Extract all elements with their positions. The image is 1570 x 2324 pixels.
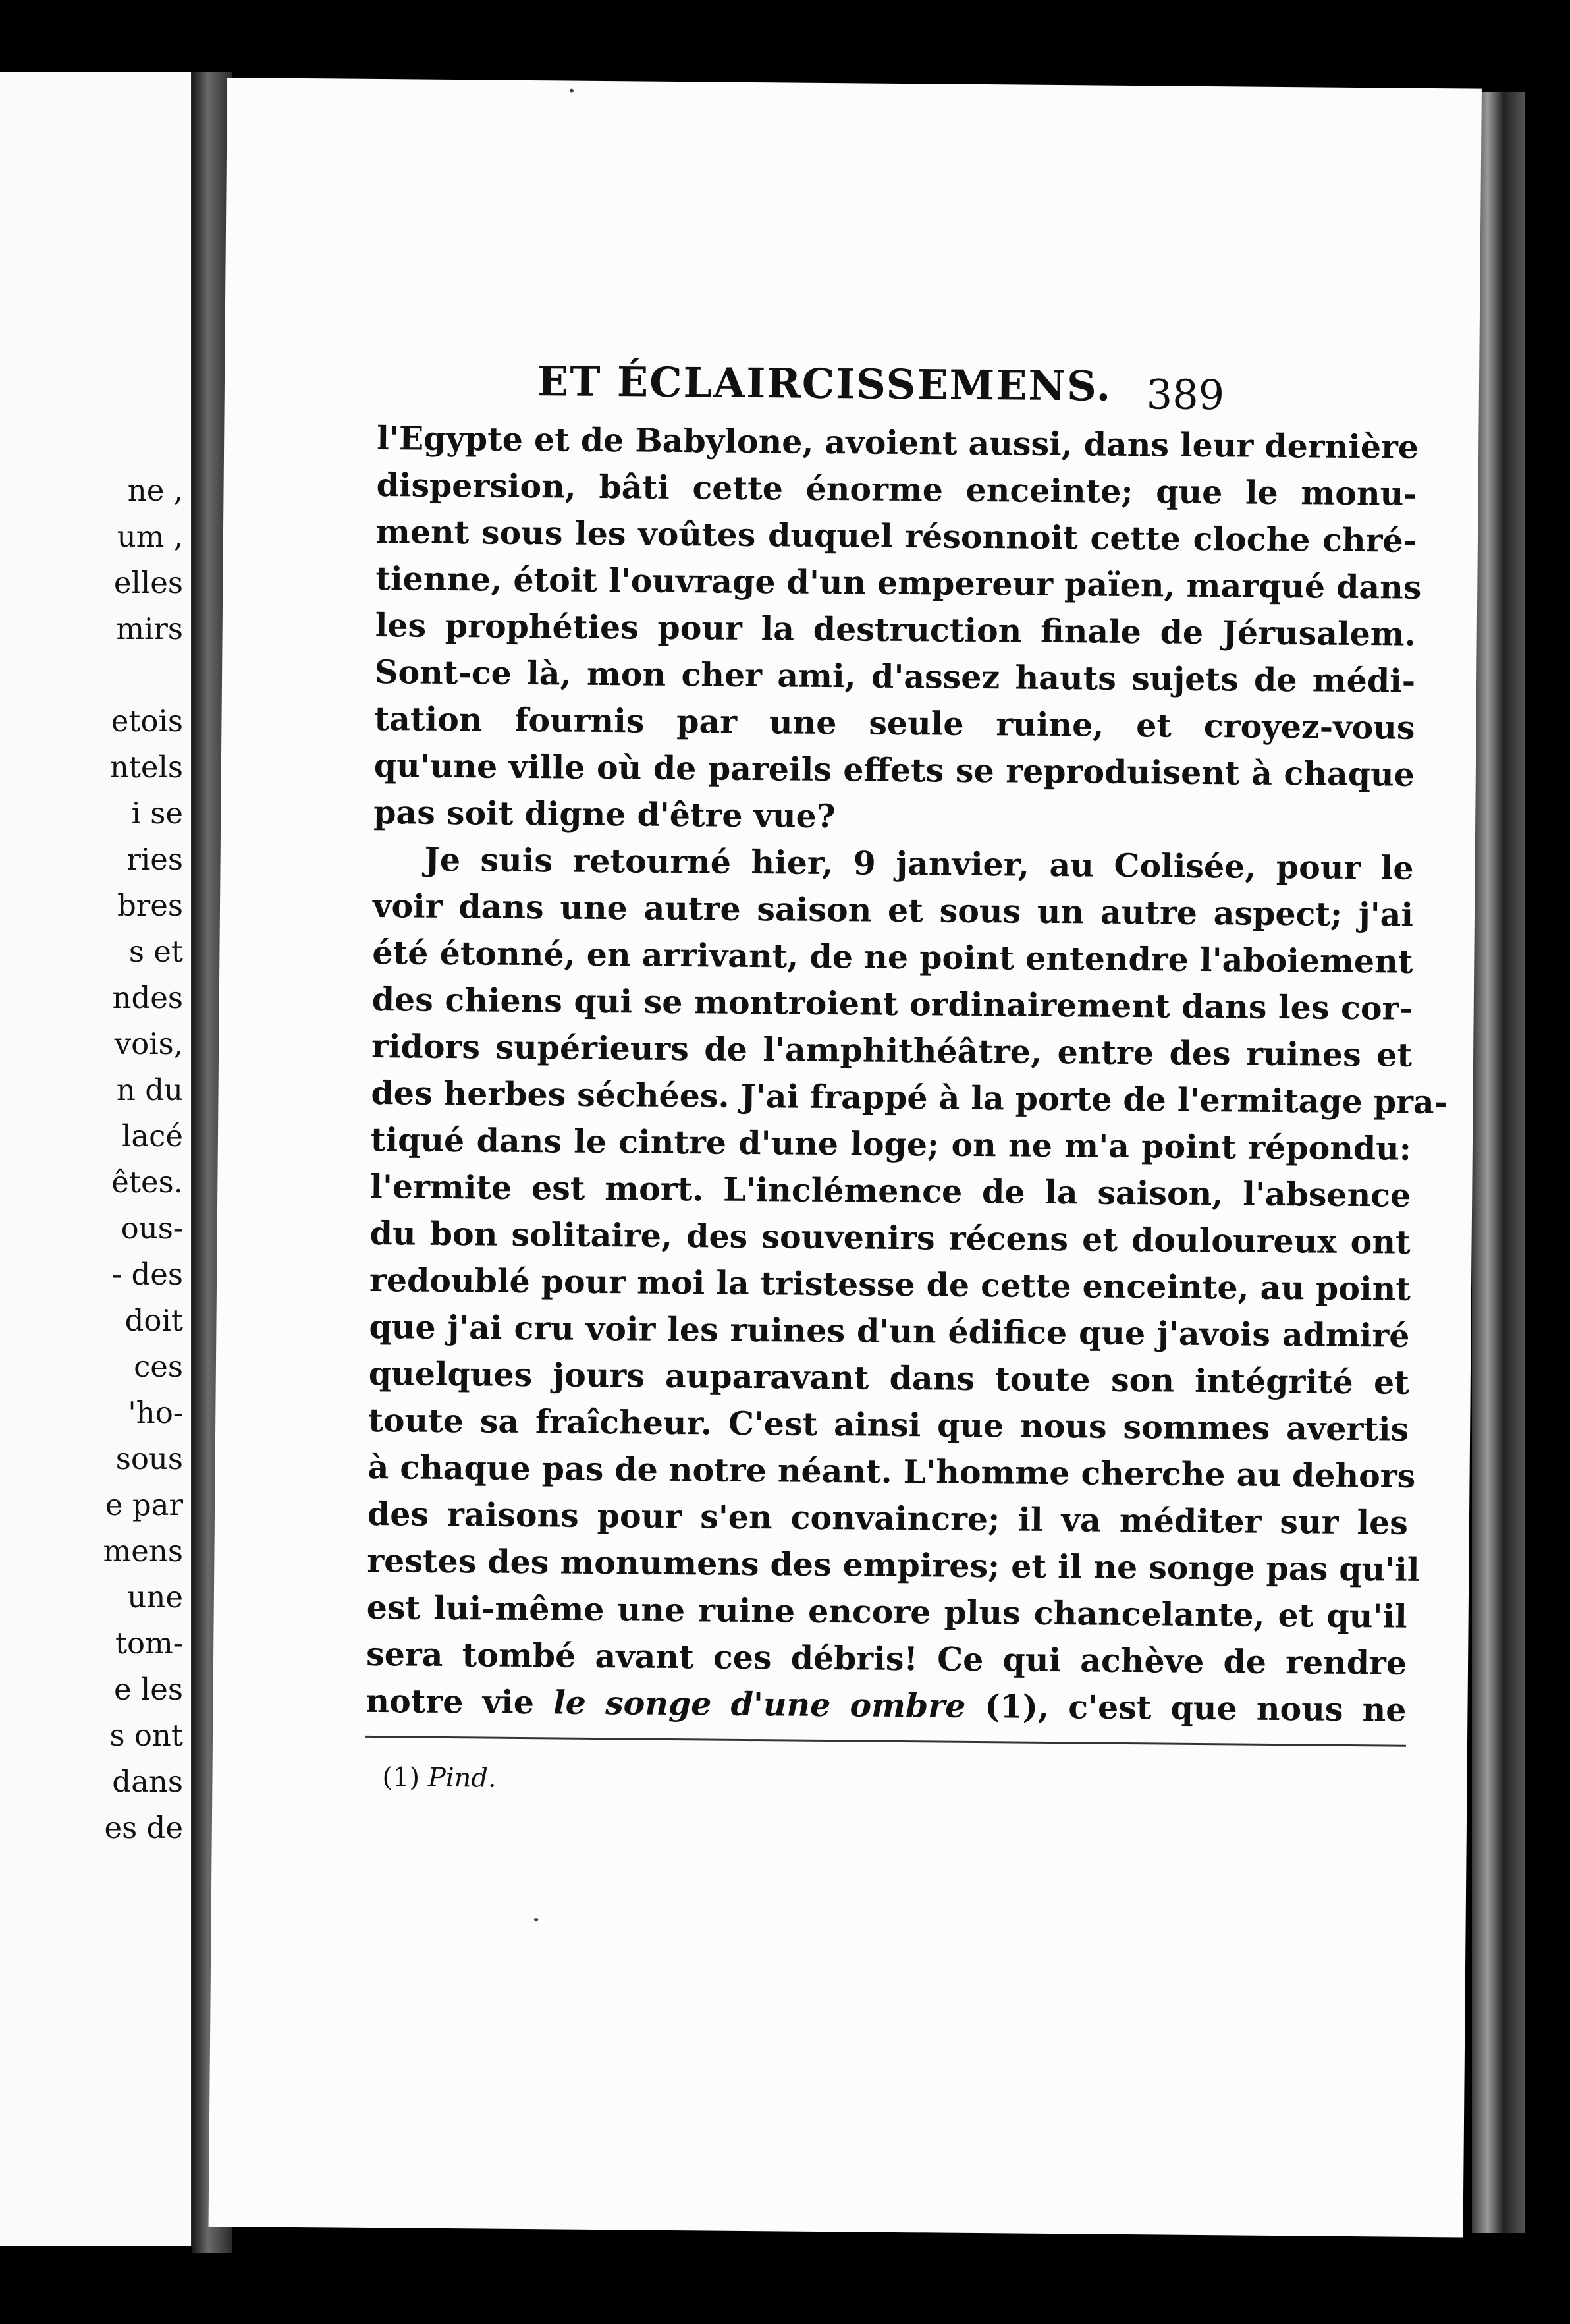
previous-page-fragment: une <box>127 1580 183 1615</box>
previous-page-fragment: ous- <box>121 1211 183 1246</box>
previous-page-fragment: tom- <box>115 1626 183 1661</box>
scan-speck <box>534 1918 539 1921</box>
page-edge-stack <box>1472 92 1525 2233</box>
text-line: restes des monumens des empires; et il ne songe pas qu'il <box>367 1541 1420 1589</box>
text-line: été étonné, en arrivant, de ne point entendre l'aboiement <box>372 933 1413 981</box>
previous-page-fragment: e les <box>113 1672 183 1707</box>
text-line: l'Egypte et de Babylone, avoient aussi, dans leur dernière <box>376 419 1419 466</box>
page-header <box>225 354 1480 425</box>
text-line: des herbes séchées. J'ai frappé à la porte de l'ermitage pra- <box>371 1073 1448 1122</box>
text-line: ment sous les voûtes duquel résonnoit cette cloche chré- <box>375 512 1417 560</box>
previous-page-fragment: lacé <box>121 1119 183 1153</box>
text-line: Je suis retourné hier, 9 janvier, au Colisée, pour le <box>424 840 1414 887</box>
previous-page-fragment: etois <box>111 704 183 738</box>
previous-page-fragment: ntels <box>109 750 183 785</box>
text-line: des raisons pour s'en convaincre; il va méditer sur les <box>367 1494 1409 1542</box>
text-line: des chiens qui se montroient ordinairement dans les cor- <box>371 980 1413 1028</box>
previous-page-fragment: bres <box>117 888 183 923</box>
text-line: tienne, étoit l'ouvrage d'un empereur païen, marqué dans <box>375 559 1422 607</box>
page-number: 389 <box>1146 370 1225 420</box>
scan-speck <box>570 89 574 93</box>
text-line: quelques jours auparavant dans toute son intégrité et <box>368 1354 1410 1402</box>
previous-page-fragment: êtes. <box>111 1165 183 1200</box>
previous-page-fragment: ces <box>134 1349 183 1384</box>
previous-page-fragment: mens <box>103 1534 183 1568</box>
text-segment: notre vie <box>365 1681 554 1722</box>
previous-page-fragment: um , <box>117 519 183 554</box>
previous-page-fragment: i se <box>131 796 183 831</box>
running-title: ET ÉCLAIRCISSEMENS. <box>537 357 1112 410</box>
previous-page-fragment <box>103 652 183 698</box>
previous-page-fragment: elles <box>113 565 183 600</box>
text-line: redoublé pour moi la tristesse de cette enceinte, au point <box>369 1260 1411 1308</box>
previous-page-fragment: es de <box>104 1810 183 1845</box>
previous-page-fragment: mirs <box>116 611 183 646</box>
text-line <box>365 1678 1407 1734</box>
text-segment: (1), c'est que nous ne <box>965 1686 1407 1729</box>
text-line: du bon solitaire, des souvenirs récens et douloureux ont <box>369 1213 1411 1261</box>
text-line: que j'ai cru voir les ruines d'un édifice que j'avois admiré <box>369 1307 1410 1355</box>
text-line: Sont-ce là, mon cher ami, d'assez hauts sujets de médi- <box>374 652 1416 700</box>
text-line: est lui-même une ruine encore plus chancelante, et qu'il <box>366 1588 1407 1636</box>
italic-phrase: le songe d'une ombre <box>553 1683 966 1725</box>
previous-page-fragment: s ont <box>109 1718 183 1753</box>
previous-page-fragment: ndes <box>112 980 183 1015</box>
previous-page-fragment: 'ho- <box>128 1395 183 1430</box>
previous-page-fragment: doit <box>124 1303 183 1338</box>
previous-page-fragment: vois, <box>114 1026 183 1061</box>
previous-page-fragment: s et <box>128 934 183 969</box>
previous-page-fragment: ries <box>126 842 183 877</box>
text-line: toute sa fraîcheur. C'est ainsi que nous sommes avertis <box>367 1400 1409 1449</box>
previous-page-text-fragments <box>103 468 183 1851</box>
previous-page-fragment: n du <box>116 1072 183 1107</box>
text-line: tiqué dans le cintre d'une loge; on ne m'a point répondu: <box>370 1120 1412 1168</box>
text-line: sera tombé avant ces débris! Ce qui achève de rendre <box>365 1634 1407 1682</box>
previous-page-fragment: e par <box>105 1487 183 1522</box>
footnote <box>382 1762 497 1794</box>
text-line: ridors supérieurs de l'amphithéâtre, entre des ruines et <box>371 1026 1413 1074</box>
footnote-marker: (1) <box>382 1762 420 1793</box>
footnote-text: Pind. <box>427 1762 497 1794</box>
text-line: dispersion, bâti cette énorme enceinte; que le monu- <box>376 466 1417 513</box>
text-line: voir dans une autre saison et sous un autre aspect; j'ai <box>372 886 1414 934</box>
text-line: tation fournis par une seule ruine, et croyez-vous <box>374 699 1415 747</box>
previous-page-fragment: - des <box>111 1257 183 1292</box>
text-line: à chaque pas de notre néant. L'homme cherche au dehors <box>367 1447 1416 1495</box>
text-line: pas soit digne d'être vue? <box>373 792 836 836</box>
previous-page-fragment: ne , <box>127 473 183 508</box>
previous-page-fragment: dans <box>112 1764 183 1799</box>
text-line: les prophéties pour la destruction finale de Jérusalem. <box>375 605 1416 653</box>
previous-page-fragment: sous <box>115 1441 183 1476</box>
text-line: l'ermite est mort. L'inclémence de la saison, l'absence <box>370 1167 1411 1215</box>
footnote-rule <box>365 1736 1406 1747</box>
text-line: qu'une ville où de pareils effets se reproduisent à chaque <box>373 746 1415 794</box>
body-text <box>365 415 1448 1734</box>
previous-page-edge <box>0 72 198 2246</box>
book-page <box>209 78 1482 2237</box>
